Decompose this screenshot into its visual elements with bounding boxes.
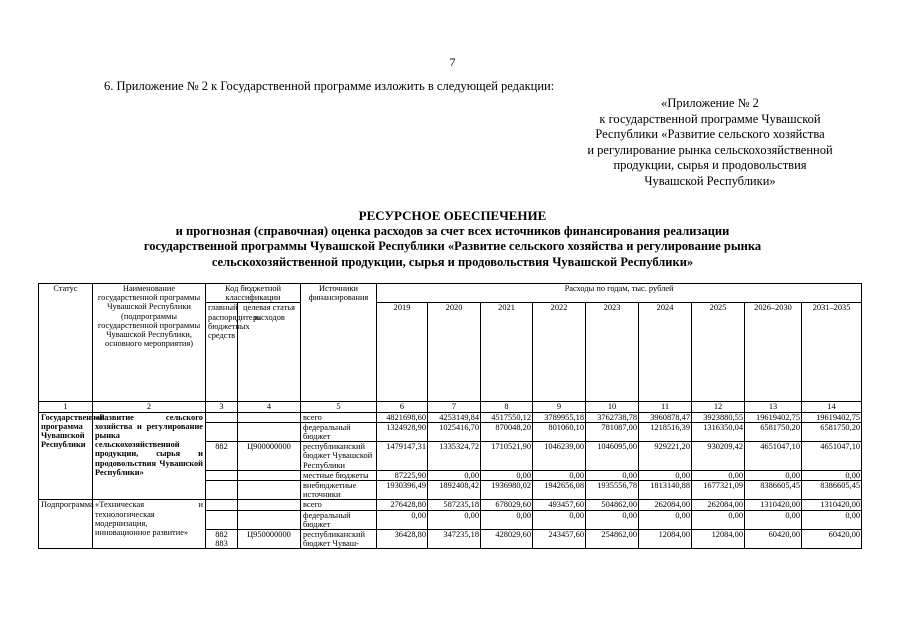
- gl-code-cell: [206, 470, 238, 480]
- value-cell: 1892408,42: [428, 481, 481, 500]
- value-cell: 4651047,10: [745, 442, 802, 471]
- gl-code-cell: [206, 500, 238, 510]
- document-heading: [0, 208, 905, 270]
- value-cell: 3762738,78: [586, 412, 639, 422]
- value-cell: 1677321,09: [692, 481, 745, 500]
- header-year: 2022: [533, 303, 586, 402]
- value-cell: 1218516,39: [639, 422, 692, 441]
- header-expenses: Расходы по годам, тыс. рублей: [377, 284, 862, 303]
- value-cell: 262084,00: [692, 500, 745, 510]
- column-number: 5: [301, 402, 377, 412]
- value-cell: 1316350,04: [692, 422, 745, 441]
- value-cell: 4517550,12: [481, 412, 533, 422]
- value-cell: 6581750,20: [802, 422, 862, 441]
- target-code-cell: [238, 510, 301, 529]
- table-row: [39, 412, 862, 422]
- value-cell: 0,00: [586, 470, 639, 480]
- value-cell: 1324928,90: [377, 422, 428, 441]
- source-cell: всего: [301, 500, 377, 510]
- subprogram-name: «Техническая и технологическая модернизация, инновационное развитие»: [93, 500, 206, 549]
- gl-code-cell: 882: [206, 442, 238, 471]
- value-cell: 0,00: [745, 470, 802, 480]
- source-cell: республиканский бюджет Чувашской Республики: [301, 442, 377, 471]
- appendix-line: продукции, сырья и продовольствия: [613, 158, 807, 172]
- column-number: 10: [586, 402, 639, 412]
- appendix-line: к государственной программе Чувашской: [599, 111, 821, 126]
- gl-code-cell: 882 883: [206, 530, 238, 549]
- column-number: 13: [745, 402, 802, 412]
- gl-code-cell: [206, 481, 238, 500]
- value-cell: 1046239,00: [533, 442, 586, 471]
- value-cell: 6581750,20: [745, 422, 802, 441]
- value-cell: 8386605,45: [802, 481, 862, 500]
- value-cell: 1930396,49: [377, 481, 428, 500]
- value-cell: 0,00: [745, 510, 802, 529]
- value-cell: 12084,00: [639, 530, 692, 549]
- value-cell: 87225,90: [377, 470, 428, 480]
- value-cell: 60420,00: [745, 530, 802, 549]
- column-number: 6: [377, 402, 428, 412]
- appendix-line: и регулирование рынка сельскохозяйственной: [587, 142, 833, 157]
- value-cell: 0,00: [481, 470, 533, 480]
- gl-code-cell: [206, 510, 238, 529]
- target-code-cell: Ц950000000: [238, 530, 301, 549]
- value-cell: 4821698,60: [377, 412, 428, 422]
- column-number: 2: [93, 402, 206, 412]
- value-cell: 0,00: [428, 470, 481, 480]
- value-cell: 254862,00: [586, 530, 639, 549]
- heading-line: сельскохозяйственной продукции, сырья и продовольствия Чувашской Республики»: [211, 254, 694, 269]
- value-cell: 781087,00: [586, 422, 639, 441]
- header-year: 2023: [586, 303, 639, 402]
- value-cell: 587235,18: [428, 500, 481, 510]
- value-cell: 0,00: [481, 510, 533, 529]
- target-code-cell: [238, 412, 301, 422]
- value-cell: 1942656,08: [533, 481, 586, 500]
- column-number: 12: [692, 402, 745, 412]
- column-number: 11: [639, 402, 692, 412]
- value-cell: 929221,20: [639, 442, 692, 471]
- appendix-line: Республики «Развитие сельского хозяйства: [595, 127, 825, 141]
- value-cell: 0,00: [586, 510, 639, 529]
- header-year: 2019: [377, 303, 428, 402]
- header-sources: Источники финансирования: [301, 284, 377, 402]
- value-cell: 1310420,00: [745, 500, 802, 510]
- header-budget-code: Код бюджетной классификации: [206, 284, 301, 303]
- header-year: 2021: [481, 303, 533, 402]
- header-gl: главный распорядитель бюджетных средств: [206, 303, 238, 402]
- header-year: 2020: [428, 303, 481, 402]
- value-cell: 276428,80: [377, 500, 428, 510]
- target-code-cell: [238, 470, 301, 480]
- value-cell: 0,00: [802, 470, 862, 480]
- value-cell: 0,00: [692, 470, 745, 480]
- value-cell: 3923880,55: [692, 412, 745, 422]
- value-cell: 4253149,84: [428, 412, 481, 422]
- value-cell: 0,00: [639, 510, 692, 529]
- column-number: 9: [533, 402, 586, 412]
- value-cell: 1936980,02: [481, 481, 533, 500]
- gl-code-cell: [206, 422, 238, 441]
- value-cell: 36428,80: [377, 530, 428, 549]
- heading-line: и прогнозная (справочная) оценка расходов за счет всех источников финансирования реализации: [175, 223, 730, 238]
- source-cell: республиканский бюджет Чуваш-: [301, 530, 377, 549]
- value-cell: 12084,00: [692, 530, 745, 549]
- target-code-cell: Ц900000000: [238, 442, 301, 471]
- heading-title: РЕСУРСНОЕ ОБЕСПЕЧЕНИЕ: [358, 208, 547, 223]
- target-code-cell: [238, 500, 301, 510]
- header-name: Наименование государственной программы Чувашской Республики (подпрограммы государственной программы Чувашской Республики, основного мероприятия): [93, 284, 206, 402]
- value-cell: 19619402,75: [802, 412, 862, 422]
- value-cell: 19619402,75: [745, 412, 802, 422]
- value-cell: 1310420,00: [802, 500, 862, 510]
- value-cell: 1479147,31: [377, 442, 428, 471]
- value-cell: 0,00: [377, 510, 428, 529]
- target-code-cell: [238, 481, 301, 500]
- program-status: Государственная программа Чувашской Республики: [39, 412, 93, 500]
- value-cell: 504862,00: [586, 500, 639, 510]
- value-cell: 1813140,88: [639, 481, 692, 500]
- source-cell: местные бюджеты: [301, 470, 377, 480]
- value-cell: 0,00: [802, 510, 862, 529]
- value-cell: 262084,00: [639, 500, 692, 510]
- program-name: «Развитие сельского хозяйства и регулирование рынка сельскохозяйственной продукции, сырья и продовольствия Чувашской Республики»: [93, 412, 206, 500]
- header-year: 2031–2035: [802, 303, 862, 402]
- column-number: 14: [802, 402, 862, 412]
- intro-paragraph: 6. Приложение № 2 к Государственной программе изложить в следующей редакции:: [104, 79, 555, 93]
- source-cell: федеральный бюджет: [301, 422, 377, 441]
- table-row: [39, 500, 862, 510]
- value-cell: 801060,10: [533, 422, 586, 441]
- value-cell: 870048,20: [481, 422, 533, 441]
- value-cell: 0,00: [533, 510, 586, 529]
- value-cell: 1710521,90: [481, 442, 533, 471]
- value-cell: 0,00: [428, 510, 481, 529]
- header-year: 2026–2030: [745, 303, 802, 402]
- header-year: 2024: [639, 303, 692, 402]
- value-cell: 3960878,47: [639, 412, 692, 422]
- column-number: 4: [238, 402, 301, 412]
- value-cell: 8386605,45: [745, 481, 802, 500]
- value-cell: 1935556,78: [586, 481, 639, 500]
- page-number: 7: [449, 55, 456, 69]
- value-cell: 243457,60: [533, 530, 586, 549]
- value-cell: 4651047,10: [802, 442, 862, 471]
- source-cell: федеральный бюджет: [301, 510, 377, 529]
- value-cell: 1025416,70: [428, 422, 481, 441]
- value-cell: 930209,42: [692, 442, 745, 471]
- value-cell: 1046095,00: [586, 442, 639, 471]
- value-cell: 678029,60: [481, 500, 533, 510]
- source-cell: внебюджетные источники: [301, 481, 377, 500]
- value-cell: 0,00: [692, 510, 745, 529]
- resource-table: [38, 283, 862, 549]
- value-cell: 493457,60: [533, 500, 586, 510]
- value-cell: 0,00: [533, 470, 586, 480]
- column-number: 3: [206, 402, 238, 412]
- source-cell: всего: [301, 412, 377, 422]
- header-target: целевая статья расходов: [238, 303, 301, 402]
- gl-code-cell: [206, 412, 238, 422]
- value-cell: 1335324,72: [428, 442, 481, 471]
- value-cell: 3789955,18: [533, 412, 586, 422]
- appendix-line: Чувашской Республики»: [644, 173, 776, 188]
- header-year: 2025: [692, 303, 745, 402]
- value-cell: 347235,18: [428, 530, 481, 549]
- header-status: Статус: [39, 284, 93, 402]
- value-cell: 428029,60: [481, 530, 533, 549]
- value-cell: 0,00: [639, 470, 692, 480]
- appendix-reference: [540, 96, 880, 189]
- target-code-cell: [238, 422, 301, 441]
- column-number: 1: [39, 402, 93, 412]
- column-number: 7: [428, 402, 481, 412]
- column-number-row: [39, 402, 862, 412]
- subprogram-status: Подпрограмма: [39, 500, 93, 549]
- appendix-line: «Приложение № 2: [661, 96, 759, 110]
- value-cell: 60420,00: [802, 530, 862, 549]
- heading-line: государственной программы Чувашской Республики «Развитие сельского хозяйства и регулирование рынка: [143, 239, 762, 253]
- column-number: 8: [481, 402, 533, 412]
